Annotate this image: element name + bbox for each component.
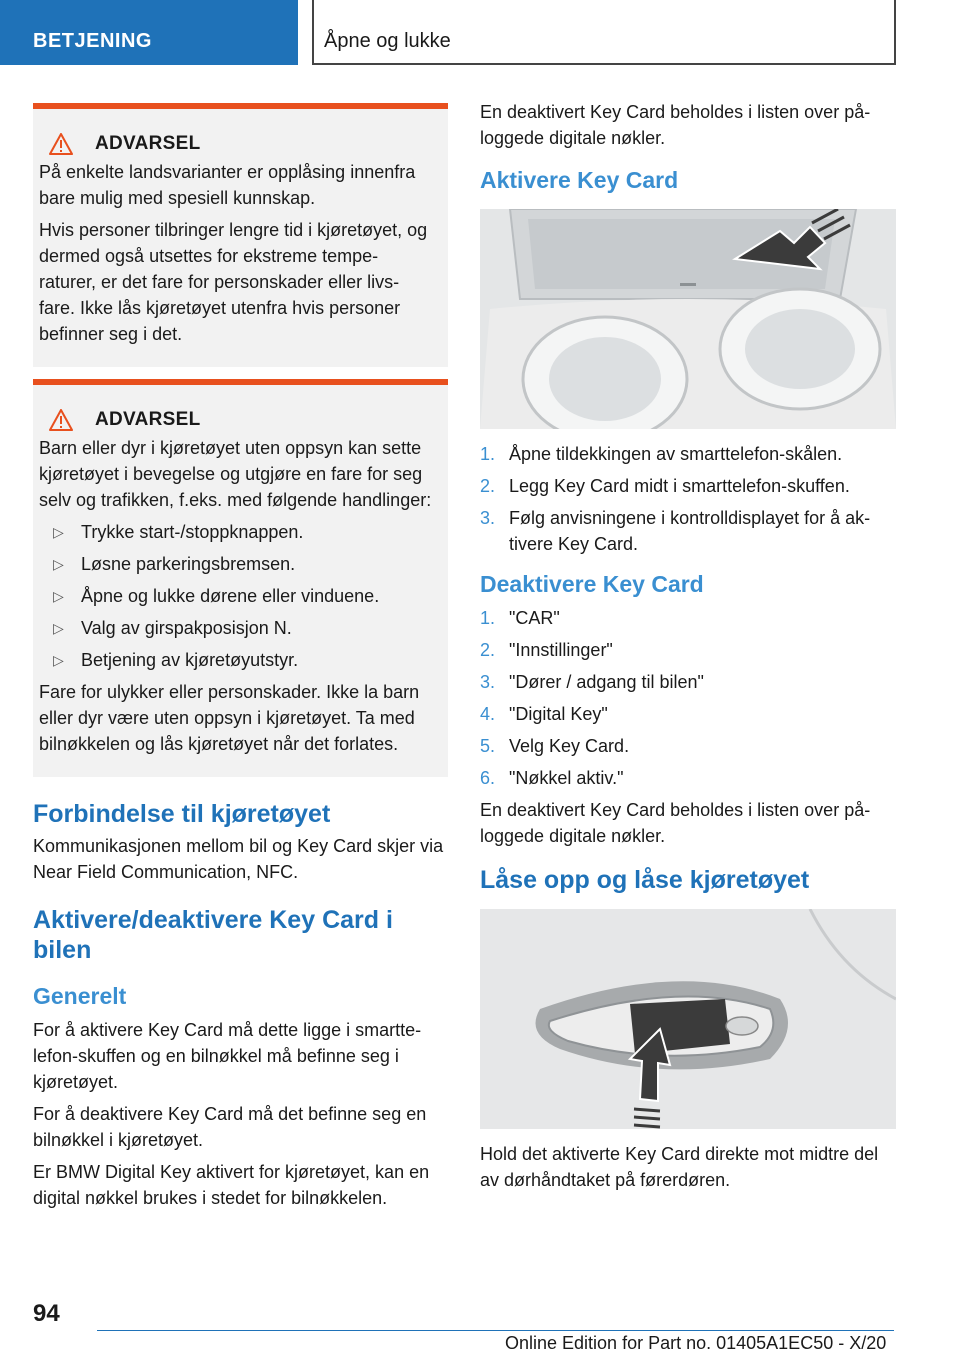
list-item: ▷ Valg av girspakposisjon N. [53,615,434,641]
warning-text: Barn eller dyr i kjøretøyet uten oppsyn kan sette kjøretøyet i bevegelse og utgjøre en fare for seg selv og trafikken, f.eks. med følgende handlinger: [39,438,432,510]
bullet-triangle-icon: ▷ [53,652,64,668]
list-item: 2. Legg Key Card midt i smarttelefon-skuffen. [480,476,850,496]
list-item: 3. Følg anvisningene i kontrolldisplayet for å ak-tivere Key Card. [480,508,871,554]
subsection-heading: Deaktivere Key Card [480,571,704,597]
list-item: ▷ Løsne parkeringsbremsen. [53,551,434,577]
list-item: 6. "Nøkkel aktiv." [480,768,624,788]
bullet-triangle-icon: ▷ [53,588,64,604]
warning-text: Hvis personer tilbringer lengre tid i kjøretøyet, og dermed også utsettes for ekstreme tempe-raturer, er det fare for personskader eller livs-fare. Ikke lås kjøretøyet utenfra hvis personer befinner seg i det. [39,220,428,344]
footer-divider [97,1330,894,1331]
warning-label: ADVARSEL [95,133,201,154]
warning-text: Fare for ulykker eller personskader. Ikke la barn eller dyr være uten oppsyn i kjøretøyet. Ta med bilnøkkelen og lås kjøretøyet når det forlates. [39,682,420,754]
body-text: Hold det aktiverte Key Card direkte mot midtre del av dørhåndtaket på førerdøren. [480,1144,879,1190]
bullet-triangle-icon: ▷ [53,524,64,540]
list-item: 3. "Dører / adgang til bilen" [480,672,704,692]
warning-box-2 [33,379,448,777]
bullet-triangle-icon: ▷ [53,556,64,572]
list-item: 1. Åpne tildekkingen av smarttelefon-skålen. [480,444,843,464]
body-text: En deaktivert Key Card beholdes i listen over på-loggede digitale nøkler. [480,102,871,148]
subsection-heading: Aktivere Key Card [480,167,679,193]
list-item: 4. "Digital Key" [480,704,608,724]
right-column [480,99,896,1199]
warning-triangle-icon [49,409,73,431]
list-item: 2. "Innstillinger" [480,640,613,660]
bullet-triangle-icon: ▷ [53,620,64,636]
list-item: ▷ Trykke start-/stoppknappen. [53,519,434,545]
page-header-title: Åpne og lukke [312,0,896,65]
warning-header [39,409,434,431]
left-column [33,103,448,1217]
subsection-heading: Generelt [33,983,127,1009]
list-item: ▷ Åpne og lukke dørene eller vinduene. [53,583,434,609]
list-item: 5. Velg Key Card. [480,736,630,756]
door-handle-image [480,909,896,1129]
smartphone-tray-image [480,209,896,429]
door-handle-illustration [480,909,896,1129]
list-item: 1. "CAR" [480,608,560,628]
body-text: Kommunikasjonen mellom bil og Key Card skjer via Near Field Communication, NFC. [33,836,444,882]
section-heading: Aktivere/deaktivere Key Card i bilen [33,906,393,964]
body-text: For å deaktivere Key Card må det befinne seg en bilnøkkel i kjøretøyet. [33,1104,427,1150]
section-tab: BETJENING [0,0,298,65]
warning-text: På enkelte landsvarianter er opplåsing innenfra bare mulig med spesiell kunnskap. [39,162,416,208]
activate-steps [480,441,896,557]
page-number: 94 [33,1300,60,1327]
list-item: ▷ Betjening av kjøretøyutstyr. [53,647,434,673]
warning-list [53,519,434,673]
warning-label: ADVARSEL [95,409,201,430]
section-heading: Låse opp og låse kjøretøyet [480,866,810,894]
body-text: En deaktivert Key Card beholdes i listen over på-loggede digitale nøkler. [480,800,871,846]
body-text: For å aktivere Key Card må dette ligge i smartte-lefon-skuffen og en bilnøkkel må befinne seg i kjøretøyet. [33,1020,422,1092]
footer-edition: Online Edition for Part no. 01405A1EC50 - X/20 [505,1333,887,1353]
body-text: Er BMW Digital Key aktivert for kjøretøyet, kan en digital nøkkel brukes i stedet for bilnøkkelen. [33,1162,430,1208]
warning-triangle-icon [49,133,73,155]
deactivate-steps [480,605,896,791]
warning-box-1 [33,103,448,367]
smartphone-tray-illustration [480,209,896,429]
warning-header [39,133,434,155]
section-heading: Forbindelse til kjøretøyet [33,800,331,828]
